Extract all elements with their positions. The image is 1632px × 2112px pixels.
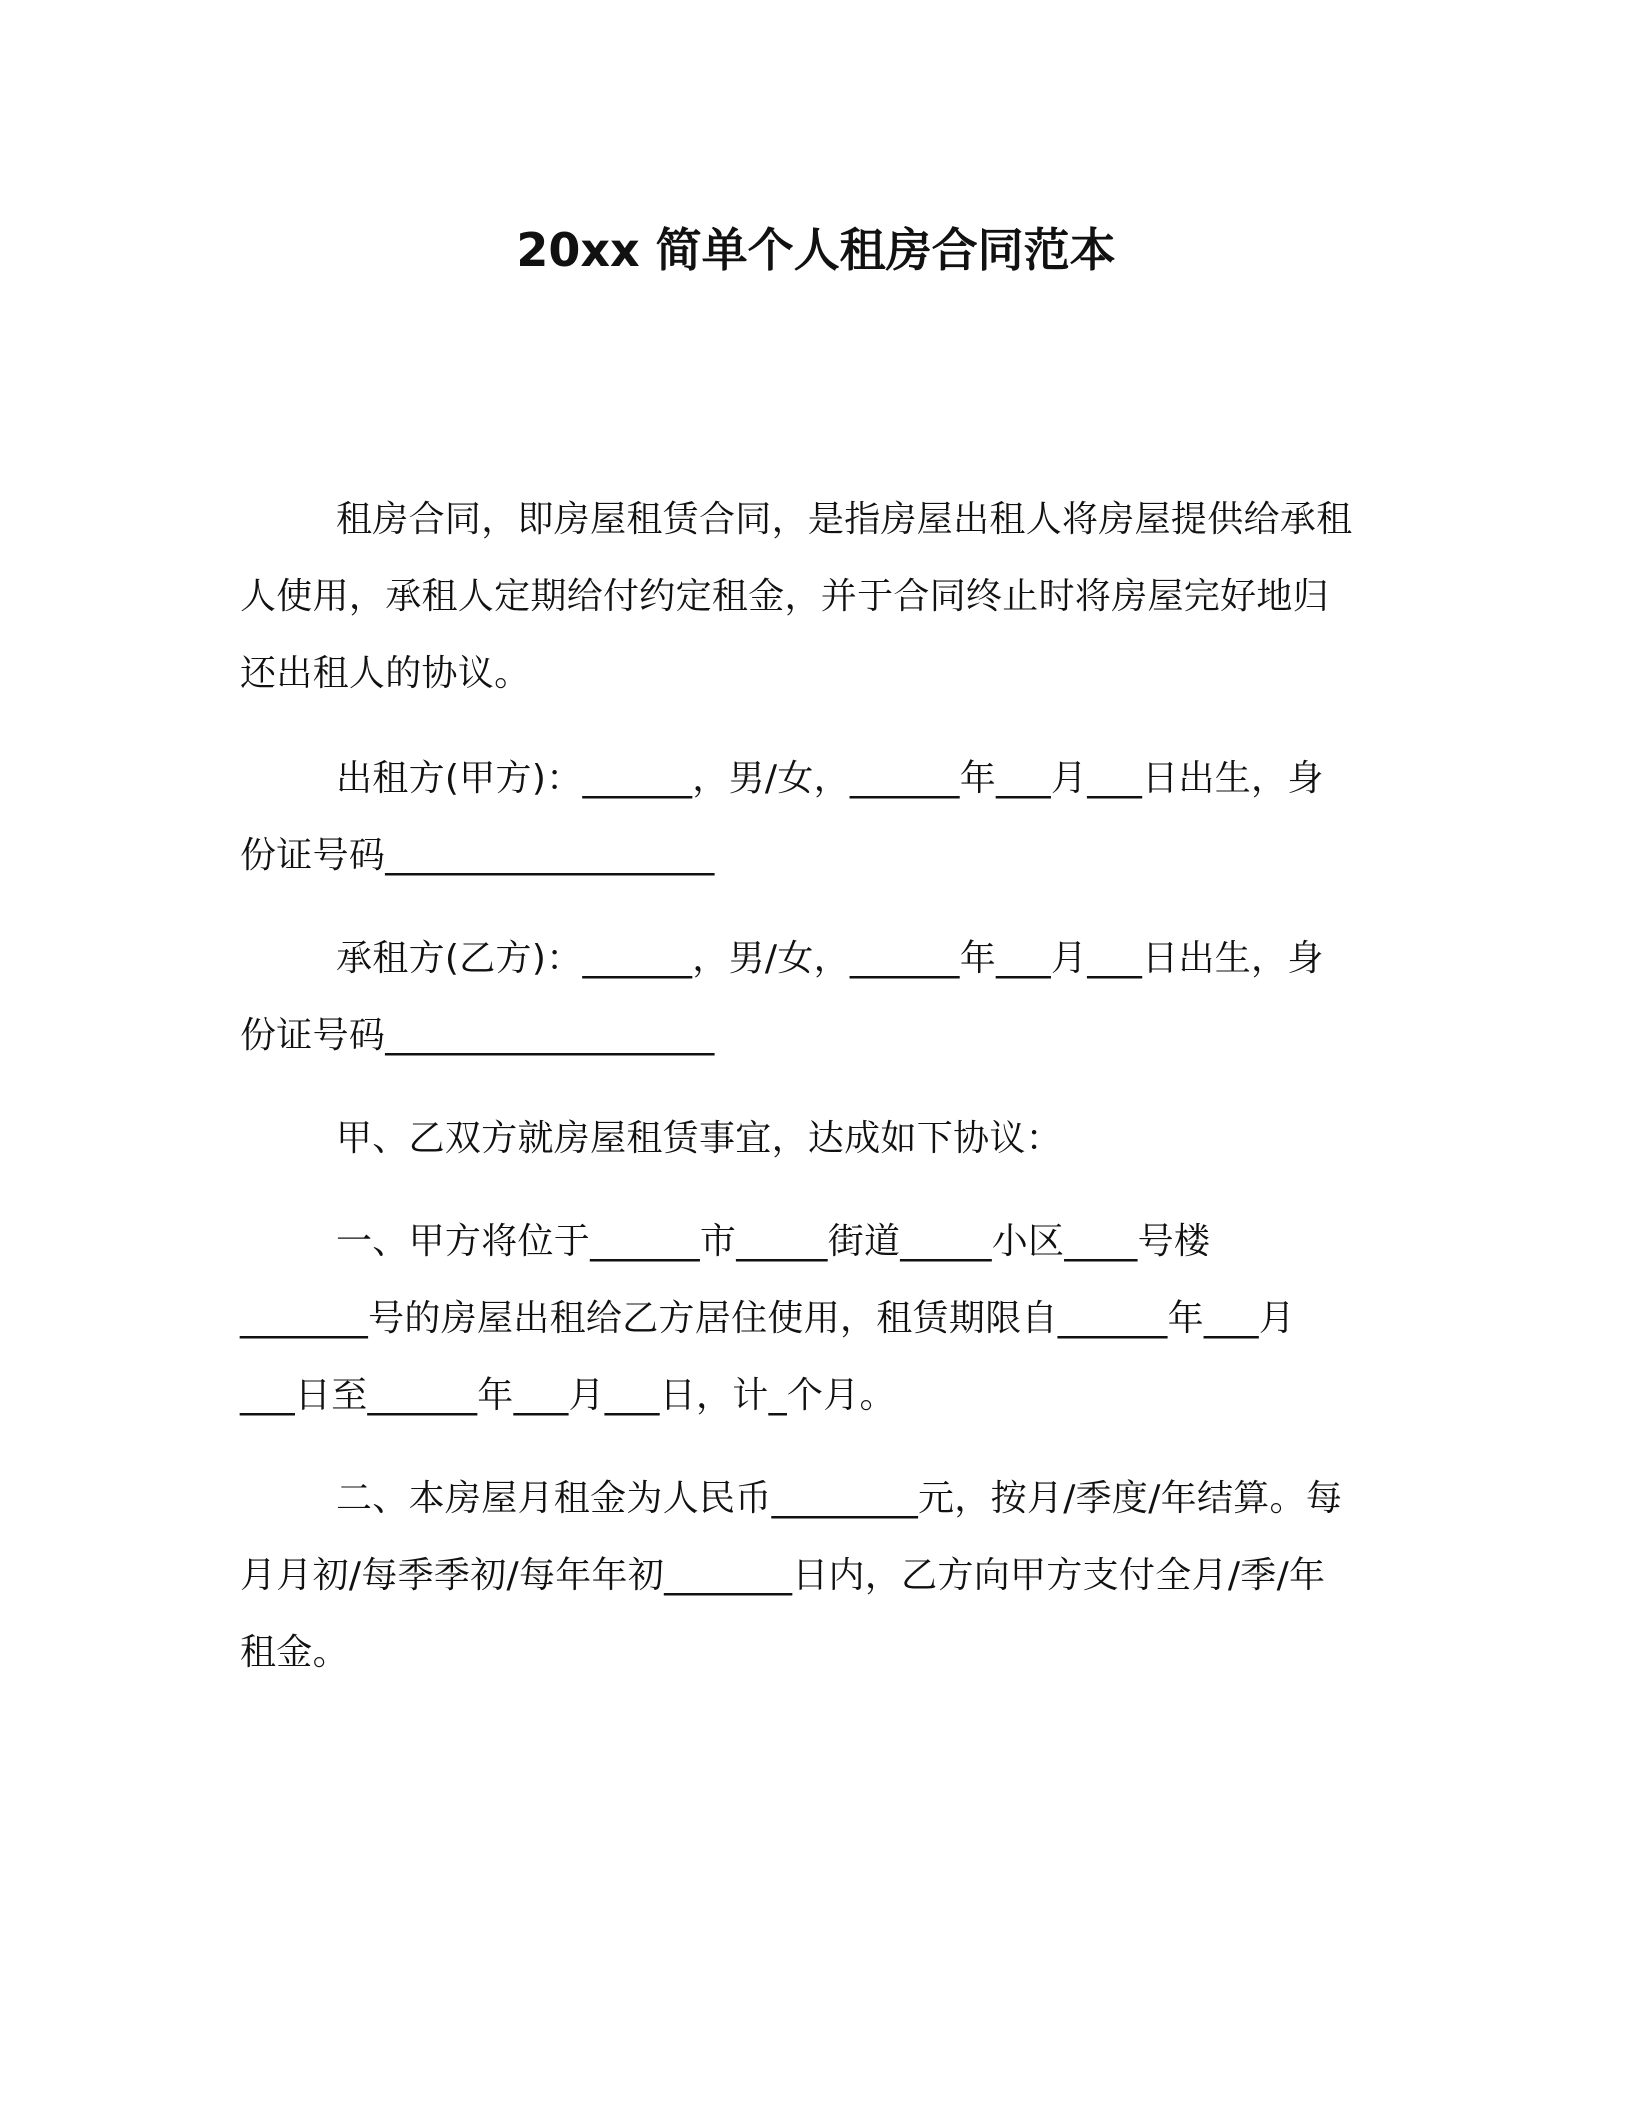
agreement-intro-line: 甲、乙双方就房屋租赁事宜，达成如下协议： <box>336 1118 1063 1159</box>
clause-1-line-2: _______号的房屋出租给乙方居住使用，租赁期限自______年___月 <box>240 1298 1296 1339</box>
party-b-line-2: 份证号码__________________ <box>240 1015 715 1056</box>
clause-2-line-1: 二、本房屋月租金为人民币________元，按月/季度/年结算。每 <box>336 1478 1343 1519</box>
intro-line-3: 还出租人的协议。 <box>240 653 531 694</box>
party-a-line-2: 份证号码__________________ <box>240 835 715 876</box>
clause-2-line-2: 月月初/每季季初/每年年初_______日内，乙方向甲方支付全月/季/年 <box>240 1555 1326 1596</box>
party-b-line-1: 承租方(乙方)：______，男/女，______年___月___日出生，身 <box>336 938 1324 979</box>
party-a-line-1: 出租方(甲方)：______，男/女，______年___月___日出生，身 <box>336 758 1324 799</box>
document-title: 20xx 简单个人租房合同范本 <box>516 223 1116 277</box>
intro-line-1: 租房合同，即房屋租赁合同，是指房屋出租人将房屋提供给承租 <box>336 499 1353 540</box>
clause-1-line-3: ___日至______年___月___日，计_个月。 <box>240 1375 896 1416</box>
intro-line-2: 人使用，承租人定期给付约定租金，并于合同终止时将房屋完好地归 <box>240 576 1330 617</box>
clause-1-line-1: 一、甲方将位于______市_____街道_____小区____号楼 <box>336 1221 1211 1262</box>
clause-2-line-3: 租金。 <box>240 1632 349 1673</box>
